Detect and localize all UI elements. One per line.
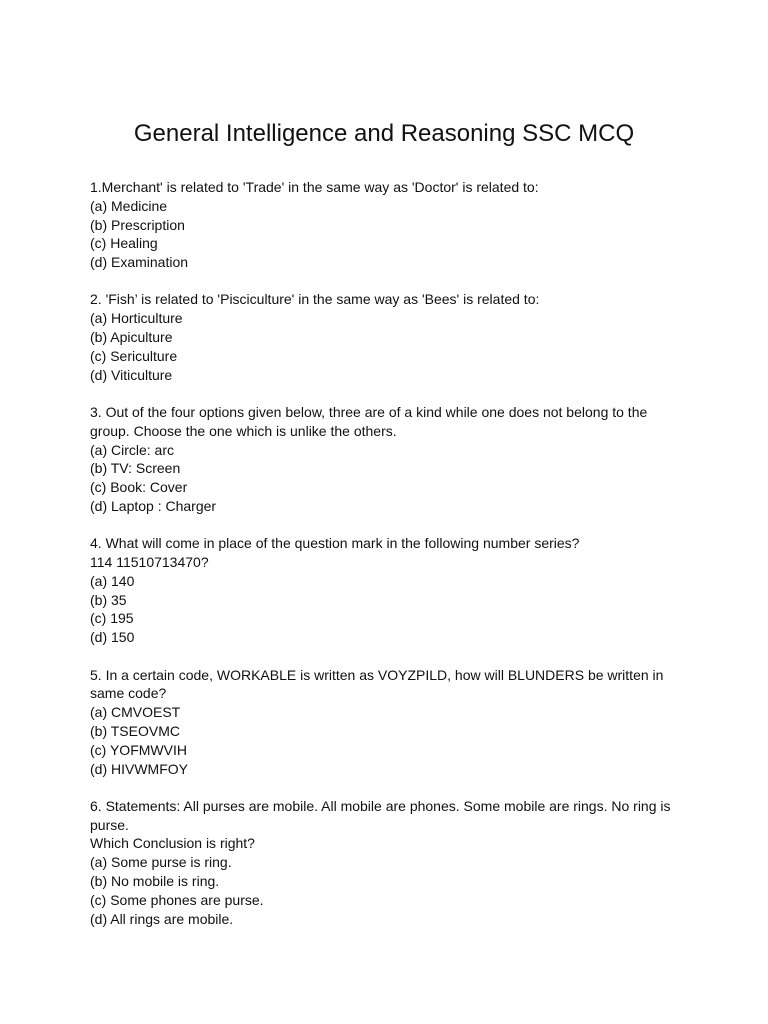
answer-option: (d) HIVWMFOY	[90, 760, 188, 777]
question-text-line: 1.Merchant' is related to 'Trade' in the same way as 'Doctor' is related to:	[90, 179, 539, 195]
answer-option: (d) Laptop : Charger	[90, 497, 217, 514]
answer-option: (b) TV: Screen	[90, 460, 181, 477]
answer-option: (a) Circle: arc	[90, 441, 175, 458]
answer-option: (b) 35	[90, 591, 127, 608]
answer-option: (d) Examination	[90, 254, 189, 271]
question-6	[90, 797, 680, 929]
answer-option: (d) Viticulture	[90, 366, 173, 383]
answer-option: (c) Some phones are purse.	[90, 891, 264, 908]
answer-option: (d) 150	[90, 629, 135, 646]
question-text-line: 114 11510713470?	[90, 554, 209, 571]
answer-option: (a) CMVOEST	[90, 704, 181, 721]
question-1	[90, 178, 680, 272]
question-text-line: 6. Statements: All purses are mobile. All mobile are phones. Some mobile are rings. No ring is	[90, 797, 671, 814]
page-title: General Intelligence and Reasoning SSC MCQ	[133, 120, 635, 147]
answer-option: (c) Book: Cover	[90, 479, 188, 496]
answer-option: (b) TSEOVMC	[90, 722, 180, 739]
question-text-line: 2. 'Fish’ is related to 'Pisciculture' in the same way as 'Bees' is related to:	[90, 291, 540, 308]
answer-option: (a) Medicine	[90, 197, 168, 214]
question-text-line: 5. In a certain code, WORKABLE is written as VOYZPILD, how will BLUNDERS be written in	[90, 666, 664, 683]
answer-option: (c) 195	[90, 610, 134, 627]
question-text-line: 4. What will come in place of the question mark in the following number series?	[90, 535, 580, 552]
question-2	[90, 290, 680, 384]
question-list	[90, 178, 680, 947]
question-3	[90, 403, 680, 516]
question-text-line: 3. Out of the four options given below, three are of a kind while one does not belong to the	[90, 403, 648, 420]
question-text-line: same code?	[90, 685, 167, 702]
question-text-line: purse.	[90, 816, 129, 833]
question-5	[90, 666, 680, 779]
answer-option: (b) Prescription	[90, 216, 185, 233]
answer-option: (c) YOFMWVIH	[90, 741, 187, 758]
answer-option: (a) Horticulture	[90, 310, 183, 327]
answer-option: (d) All rings are mobile.	[90, 910, 234, 927]
answer-option: (a) Some purse is ring.	[90, 854, 232, 871]
answer-option: (c) Healing	[90, 235, 158, 252]
answer-option: (b) No mobile is ring.	[90, 873, 220, 889]
answer-option: (a) 140	[90, 572, 135, 589]
question-4	[90, 534, 680, 647]
question-text-line: group. Choose the one which is unlike the others.	[90, 422, 397, 439]
answer-option: (b) Apiculture	[90, 329, 173, 346]
question-text-line: Which Conclusion is right?	[90, 835, 255, 852]
answer-option: (c) Sericulture	[90, 347, 178, 364]
